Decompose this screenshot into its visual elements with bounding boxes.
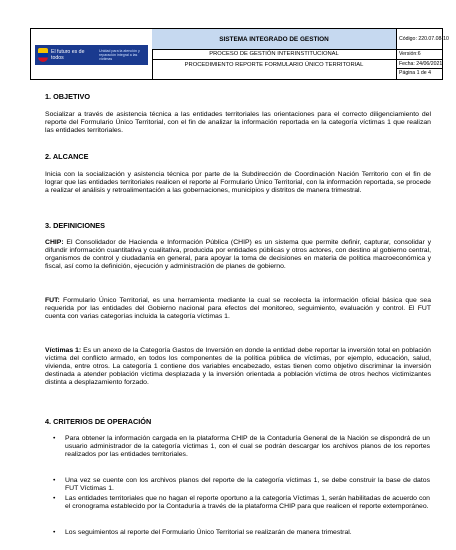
objective-text: Socializar a través de asistencia técnica a las entidades territoriales las orientaciones para el correcto diligenciamiento del reporte del Formulario Único Territorial, con el fin de analizar la información reportada en la categoría víctimas 1 que realizan las entidades territoriales. <box>45 111 431 135</box>
bullet-icon: • <box>53 477 56 484</box>
term: Víctimas 1: <box>45 347 82 354</box>
document-date: Fecha: 24/06/2021 <box>399 61 443 67</box>
header-meta <box>397 29 449 79</box>
list-item: • Una vez se cuente con los archivos planos del reporte de la categoría víctimas 1, se debe construir la base de datos FUT Víctimas 1. <box>53 477 430 493</box>
logo-entity-name: Unidad para la atención y reparación integral a las víctimas <box>99 48 140 62</box>
colombia-crest-icon <box>38 48 48 62</box>
logo-slogan: El futuro es de todos <box>51 49 85 61</box>
term: CHIP: <box>45 239 64 246</box>
definition-text: Formulario Único Territorial, es una herramienta mediante la cual se recolecta la información oficial básica que sea requerida por las entidades del Gobierno nacional para efectos del monitoreo, seguimiento, evaluación y control. El FUT cuenta con varias categorías incluida la categoría víctimas 1. <box>45 297 431 321</box>
page-number: Página 1 de 4 <box>399 70 432 76</box>
bullet-icon: • <box>53 529 56 536</box>
header-center <box>152 29 397 79</box>
term: FUT: <box>45 297 60 304</box>
list-item: • Los seguimientos al reporte del Formulario Único Territorial se realizarán de manera trimestral. <box>53 529 352 536</box>
definition-chip <box>45 239 431 271</box>
process-name: PROCESO DE GESTIÓN INTERINSTITUCIONAL <box>152 50 396 60</box>
institution-logo <box>35 45 148 65</box>
procedure-name: PROCEDIMIENTO REPORTE FORMULARIO ÚNICO TERRITORIAL <box>184 62 364 68</box>
definition-fut <box>45 297 431 321</box>
section-heading: 3. DEFINICIONES <box>45 221 106 230</box>
section-heading: 2. ALCANCE <box>45 152 89 161</box>
list-item: • Para obtener la información cargada en la plataforma CHIP de la Contaduría General de la Nación se dispondrá de un usuario administrador de la categoría víctimas 1, con el cual se podrán descargar los archivos planos de los reportes realizados por las entidades territoriales. <box>53 435 430 459</box>
definition-text: Es un anexo de la Categoría Gastos de Inversión en donde la entidad debe reportar la inversión total en población víctima del conflicto armado, en todos los componentes de la política pública de víctimas, por ejemplo, educación, salud, vivienda, entre otros. La categoría 1 contiene dos variables encabezado, estas tienen como objetivo discriminar la inversión destinada a atender población víctima desplazada y la inversión orientada a población víctima de otros hechos victimizantes distinta a desplazamiento forzado. <box>45 347 431 387</box>
document-version: Versión:6 <box>399 51 421 57</box>
definition-text: El Consolidador de Hacienda e Información Pública (CHIP) es un sistema que permite definir, capturar, consolidar y difundir información cuantitativa y cualitativa, producida por entidades públicas y otros actores, con destino al gobierno central, organismos de control y ciudadanía en general, para apoyar la toma de decisiones en materia de política macroeconómica y fiscal, así como la definición, ejecución y administración de planes de gobierno. <box>45 239 431 271</box>
document-code: Código: 220.07.08-10 <box>399 36 449 42</box>
definition-victimas <box>45 347 431 387</box>
logo-cell <box>31 29 153 79</box>
list-item: • Las entidades territoriales que no hagan el reporte oportuno a la categoría Víctimas 1, serán habilitadas de acuerdo con el cronograma establecido por la Contaduría a través de la plataforma CHIP para que realicen el reporte extemporáneo. <box>53 495 430 511</box>
scope-text: Inicia con la socialización y asistencia técnica por parte de la Subdirección de Coordinación Nación Territorio con el fin de lograr que las entidades territoriales realicen el reporte al Formulario Único Territorial, con la información reportada, se procede a realizar el análisis y retroalimentación a las gobernaciones, municipios y distritos de manera trimestral. <box>45 171 431 195</box>
section-heading: 1. OBJETIVO <box>45 92 91 101</box>
system-title: SISTEMA INTEGRADO DE GESTION <box>152 29 396 50</box>
bullet-icon: • <box>53 435 56 442</box>
section-heading: 4. CRITERIOS DE OPERACIÓN <box>45 417 152 426</box>
document-header <box>30 28 449 80</box>
bullet-icon: • <box>53 495 56 502</box>
